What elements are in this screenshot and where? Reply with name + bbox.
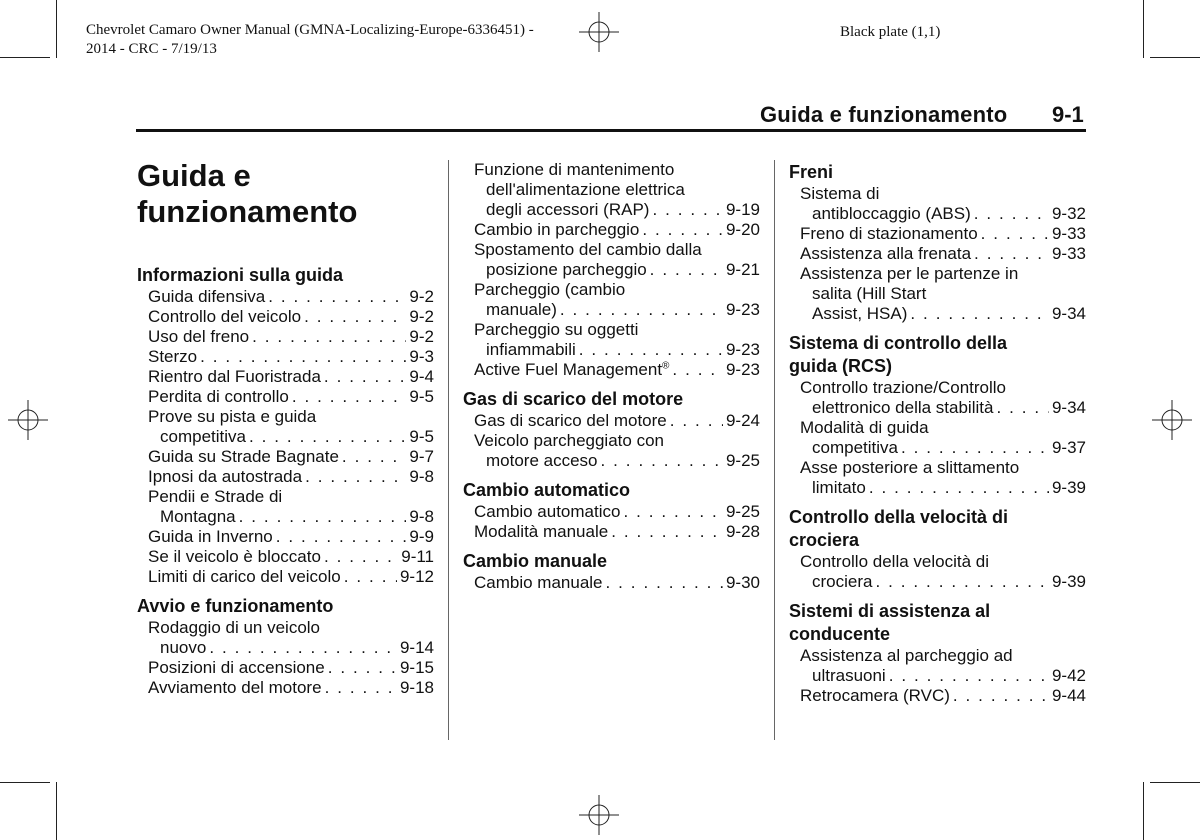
registration-mark-icon [8, 400, 48, 440]
toc-entry[interactable]: Guida difensiva . . . 9-2 [137, 287, 434, 307]
section-heading: Sistema di controllo della guida (RCS) [789, 333, 1008, 376]
toc-entry[interactable]: Perdita di controllo . . . 9-5 [137, 387, 434, 407]
toc-entry[interactable]: Parcheggio su oggetti infiammabili . . . 9-23 [463, 320, 760, 360]
toc-entry[interactable]: Controllo trazione/Controllo elettronico della stabilità . . . 9-34 [789, 378, 1086, 418]
section-heading: Cambio manuale [463, 551, 608, 571]
header-rule [136, 129, 1086, 132]
crop-mark [56, 0, 57, 58]
toc-entry[interactable]: Cambio in parcheggio . . . 9-20 [463, 220, 760, 240]
toc-entry[interactable]: Gas di scarico del motore . . . 9-24 [463, 411, 760, 431]
toc-entry[interactable]: Active Fuel Management® . . . 9-23 [463, 360, 760, 380]
toc-entry[interactable]: Controllo della velocità di crociera . . . 9-39 [789, 552, 1086, 592]
crop-mark [1150, 57, 1200, 58]
crop-mark [56, 782, 57, 840]
crop-mark [0, 782, 50, 783]
toc-entry[interactable]: Funzione di mantenimento dell'alimentazione elettrica degli accessori (RAP) . . . 9-19 [463, 160, 760, 220]
column-divider [448, 160, 449, 740]
toc-entry[interactable]: Assistenza alla frenata . . . 9-33 [789, 244, 1086, 264]
crop-mark [1150, 782, 1200, 783]
section-heading: Freni [789, 162, 834, 182]
toc-entry[interactable]: Rientro dal Fuoristrada . . . 9-4 [137, 367, 434, 387]
toc-entry[interactable]: Parcheggio (cambio manuale) . . . 9-23 [463, 280, 760, 320]
print-header-line1: Chevrolet Camaro Owner Manual (GMNA-Localizing-Europe-6336451) - [86, 22, 534, 38]
toc-entry[interactable]: Modalità di guida competitiva . . . 9-37 [789, 418, 1086, 458]
toc-entry[interactable]: Retrocamera (RVC) . . . 9-44 [789, 686, 1086, 706]
section-heading: Cambio automatico [463, 480, 631, 500]
toc-entry[interactable]: Posizioni di accensione . . . 9-15 [137, 658, 434, 678]
toc-entry[interactable]: Sistema di antibloccaggio (ABS) . . . 9-32 [789, 184, 1086, 224]
toc-entry[interactable]: Prove su pista e guida competitiva . . . 9-5 [137, 407, 434, 447]
print-header-line2: 2014 - CRC - 7/19/13 [86, 41, 217, 57]
toc-entry[interactable]: Freno di stazionamento . . . 9-33 [789, 224, 1086, 244]
section-heading: Gas di scarico del motore [463, 389, 684, 409]
crop-mark [1143, 782, 1144, 840]
toc-entry[interactable]: Modalità manuale . . . 9-28 [463, 522, 760, 542]
crop-mark [1143, 0, 1144, 58]
toc-entry[interactable]: Limiti di carico del veicolo . . . 9-12 [137, 567, 434, 587]
section-heading: Controllo della velocità di crociera [789, 507, 1009, 550]
registration-mark-icon [579, 795, 619, 835]
toc-entry[interactable]: Sterzo . . . 9-3 [137, 347, 434, 367]
registered-mark: ® [662, 360, 670, 372]
toc-column-3 [789, 161, 1086, 706]
section-heading: Informazioni sulla guida [137, 265, 344, 285]
toc-entry[interactable]: Guida in Inverno . . . 9-9 [137, 527, 434, 547]
toc-entry[interactable]: Assistenza al parcheggio ad ultrasuoni . . . 9-42 [789, 646, 1086, 686]
toc-entry[interactable]: Cambio automatico . . . 9-25 [463, 502, 760, 522]
toc-entry[interactable]: Assistenza per le partenze in salita (Hill Start Assist, HSA) . . . 9-34 [789, 264, 1086, 324]
running-head-title: Guida e funzionamento [760, 102, 1008, 127]
toc-column-1 [137, 264, 434, 698]
print-header-right: Black plate (1,1) [840, 24, 941, 40]
toc-entry[interactable]: Se il veicolo è bloccato . . . 9-11 [137, 547, 434, 567]
toc-entry[interactable]: Uso del freno . . . 9-2 [137, 327, 434, 347]
section-heading: Sistemi di assistenza al conducente [789, 601, 991, 644]
toc-entry[interactable]: Spostamento del cambio dalla posizione parcheggio . . . 9-21 [463, 240, 760, 280]
registration-mark-icon [579, 12, 619, 52]
crop-mark [0, 57, 50, 58]
toc-entry[interactable]: Rodaggio di un veicolo nuovo . . . 9-14 [137, 618, 434, 658]
toc-entry[interactable]: Asse posteriore a slittamento limitato . . . 9-39 [789, 458, 1086, 498]
toc-entry[interactable]: Cambio manuale . . . 9-30 [463, 573, 760, 593]
toc-entry[interactable]: Pendii e Strade di Montagna . . . 9-8 [137, 487, 434, 527]
toc-entry[interactable]: Controllo del veicolo . . . 9-2 [137, 307, 434, 327]
chapter-title: Guida e funzionamento [137, 158, 358, 229]
toc-entry[interactable]: Guida su Strade Bagnate . . . 9-7 [137, 447, 434, 467]
section-heading: Avvio e funzionamento [137, 596, 334, 616]
toc-entry[interactable]: Veicolo parcheggiato con motore acceso . . . 9-25 [463, 431, 760, 471]
print-header-left [86, 21, 534, 59]
toc-entry[interactable]: Avviamento del motore . . . 9-18 [137, 678, 434, 698]
toc-entry[interactable]: Ipnosi da autostrada . . . 9-8 [137, 467, 434, 487]
toc-column-2 [463, 160, 760, 593]
column-divider [774, 160, 775, 740]
page-number: 9-1 [1052, 102, 1084, 127]
registration-mark-icon [1152, 400, 1192, 440]
